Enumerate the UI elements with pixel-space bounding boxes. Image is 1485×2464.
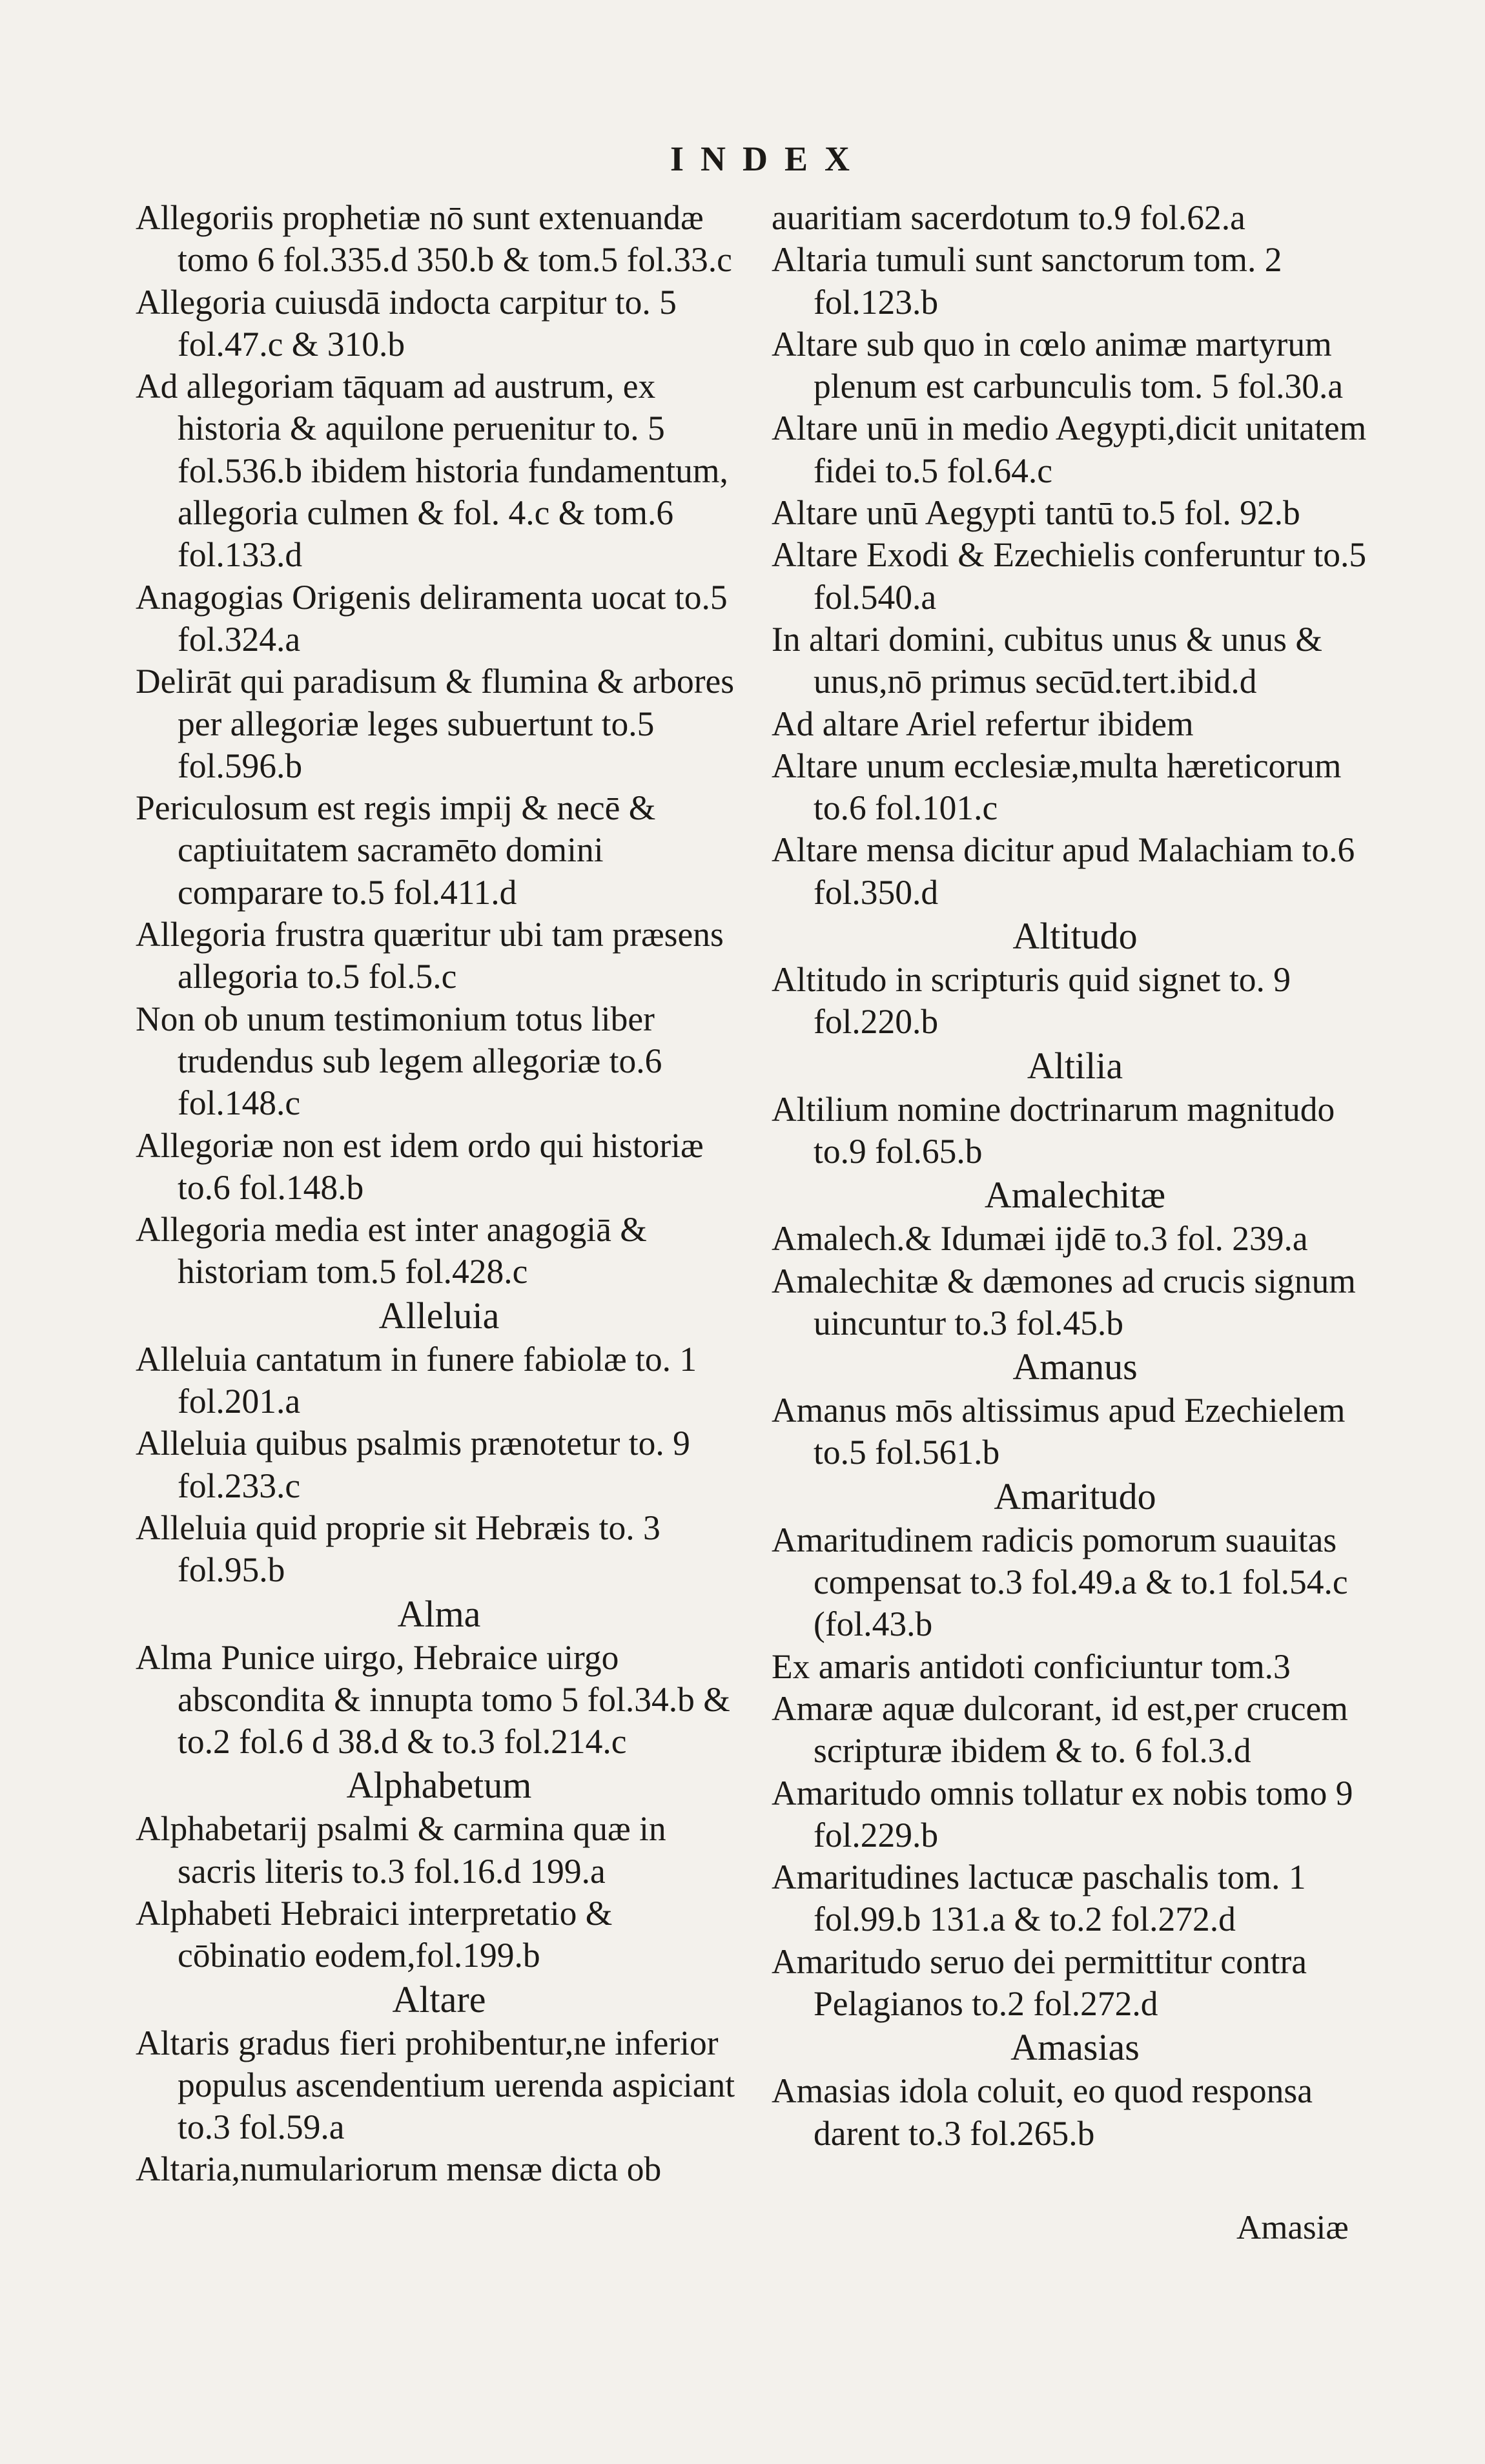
index-heading: Alma bbox=[397, 1592, 481, 1635]
index-entry: Amaritudines lactucæ paschalis tom. 1 fol.99.b 131.a & to.2 fol.272.d bbox=[772, 1858, 1306, 1939]
index-entry: Altitudo in scripturis quid signet to. 9 fol.220.b bbox=[772, 960, 1291, 1042]
index-entry: Delirāt qui paradisum & flumina & arbores per allegoriæ leges subuertunt to.5 fol.596.b bbox=[136, 662, 735, 785]
index-entry: Ad altare Ariel refertur ibidem bbox=[772, 704, 1194, 743]
index-entry: Anagogias Origenis deliramenta uocat to.5 fol.324.a bbox=[136, 577, 728, 659]
index-entry: Alma Punice uirgo, Hebraice uirgo abscondita & innupta tomo 5 fol.34.b & to.2 fol.6 d 38.d & to.3 fol.214.c bbox=[136, 1638, 730, 1761]
index-entry: Allegoria cuiusdā indocta carpitur to. 5 fol.47.c & 310.b bbox=[136, 282, 677, 364]
index-entry: Altare sub quo in cœlo animæ martyrum plenum est carbunculis tom. 5 fol.30.a bbox=[772, 324, 1344, 406]
index-entry: auaritiam sacerdotum to.9 fol.62.a bbox=[772, 198, 1245, 237]
index-heading: Altitudo bbox=[1012, 915, 1138, 958]
index-heading: Alphabetum bbox=[346, 1764, 532, 1807]
index-entry: In altari domini, cubitus unus & unus & unus,nō primus secūd.tert.ibid.d bbox=[772, 619, 1322, 701]
index-entry: Altaris gradus fieri prohibentur,ne inferior populus ascendentium uerenda aspiciant to.3 fol.59.a bbox=[136, 2023, 735, 2147]
index-entry: Altare unum ecclesiæ,multa hæreticorum to.6 fol.101.c bbox=[772, 746, 1342, 828]
index-entry: Altaria tumuli sunt sanctorum tom. 2 fol.123.b bbox=[772, 240, 1282, 322]
index-entry: Altare unū Aegypti tantū to.5 fol. 92.b bbox=[772, 493, 1300, 533]
index-entry: Allegoria frustra quæritur ubi tam præsens allegoria to.5 fol.5.c bbox=[136, 915, 724, 996]
left-column bbox=[136, 197, 742, 2191]
index-entry: Amaritudinem radicis pomorum suauitas compensat to.3 fol.49.a & to.1 fol.54.c (fol.43.b bbox=[772, 1520, 1348, 1644]
page-header: INDEX bbox=[670, 139, 867, 178]
index-entry: Alleluia quid proprie sit Hebræis to. 3 fol.95.b bbox=[136, 1508, 661, 1590]
index-entry: Altilium nomine doctrinarum magnitudo to.9 fol.65.b bbox=[772, 1089, 1335, 1171]
index-heading: Amaritudo bbox=[994, 1475, 1156, 1517]
index-entry: Alleluia cantatum in funere fabiolæ to. 1 fol.201.a bbox=[136, 1339, 697, 1421]
index-entry: Amanus mōs altissimus apud Ezechielem to.5 fol.561.b bbox=[772, 1391, 1346, 1472]
index-entry: Alphabetarij psalmi & carmina quæ in sacris literis to.3 fol.16.d 199.a bbox=[136, 1809, 666, 1891]
index-entry: Allegoriis prophetiæ nō sunt extenuandæ tomo 6 fol.335.d 350.b & tom.5 fol.33.c bbox=[136, 198, 732, 280]
catchword: Amasiæ bbox=[1236, 2209, 1349, 2246]
index-entry: Amaritudo omnis tollatur ex nobis tomo 9 fol.229.b bbox=[772, 1773, 1353, 1854]
index-entry: Altaria,numulariorum mensæ dicta ob bbox=[136, 2150, 662, 2189]
index-entry: Amalech.& Idumæi ijdē to.3 fol. 239.a bbox=[772, 1219, 1308, 1258]
index-entry: Altare unū in medio Aegypti,dicit unitatem fidei to.5 fol.64.c bbox=[772, 409, 1367, 490]
index-entry: Amaræ aquæ dulcorant, id est,per crucem scripturæ ibidem & to. 6 fol.3.d bbox=[772, 1689, 1348, 1771]
index-entry: Ad allegoriam tāquam ad austrum, ex historia & aquilone peruenitur to. 5 fol.536.b ibidem historia fundamentum, allegoria culmen & fol. 4.c & tom.6 fol.133.d bbox=[136, 367, 728, 575]
index-entry: Allegoriæ non est idem ordo qui historiæ to.6 fol.148.b bbox=[136, 1125, 704, 1207]
index-heading: Amalechitæ bbox=[984, 1174, 1166, 1217]
index-entry: Alleluia quibus psalmis prænotetur to. 9 fol.233.c bbox=[136, 1424, 690, 1505]
index-heading: Alleluia bbox=[378, 1294, 500, 1337]
index-heading: Altilia bbox=[1027, 1044, 1123, 1087]
index-entry: Alphabeti Hebraici interpretatio & cōbinatio eodem,fol.199.b bbox=[136, 1893, 613, 1975]
index-entry: Ex amaris antidoti conficiuntur tom.3 bbox=[772, 1647, 1291, 1686]
index-entry: Non ob unum testimonium totus liber trudendus sub legem allegoriæ to.6 fol.148.c bbox=[136, 999, 662, 1123]
index-entry: Periculosum est regis impij & necē & captiuitatem sacramēto domini comparare to.5 fol.411.d bbox=[136, 788, 656, 912]
index-entry: Amaritudo seruo dei permittitur contra Pelagianos to.2 fol.272.d bbox=[772, 1942, 1307, 2023]
index-heading: Amasias bbox=[1010, 2026, 1140, 2069]
index-entry: Altare mensa dicitur apud Malachiam to.6 fol.350.d bbox=[772, 830, 1355, 912]
index-entry: Amalechitæ & dæmones ad crucis signum uincuntur to.3 fol.45.b bbox=[772, 1261, 1356, 1342]
index-entry: Allegoria media est inter anagogiā & historiam tom.5 fol.428.c bbox=[136, 1210, 647, 1291]
index-heading: Amanus bbox=[1012, 1346, 1138, 1388]
index-entry: Amasias idola coluit, eo quod responsa darent to.3 fol.265.b bbox=[772, 2071, 1313, 2153]
index-entry: Altare Exodi & Ezechielis conferuntur to.5 fol.540.a bbox=[772, 535, 1367, 617]
index-heading: Altare bbox=[392, 1978, 486, 2020]
right-column bbox=[772, 197, 1378, 2155]
